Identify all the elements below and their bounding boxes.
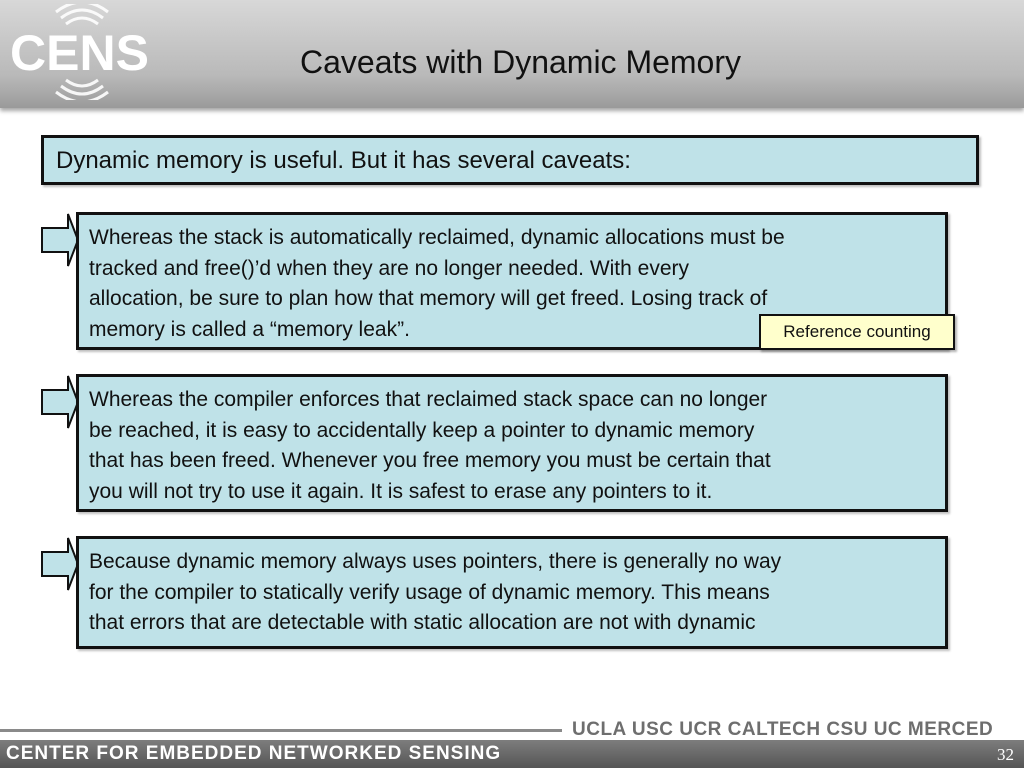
intro-box <box>41 135 979 185</box>
caveat-line: Because dynamic memory always uses pointers, there is generally no way <box>89 550 782 573</box>
slide-header <box>0 0 1024 108</box>
caveat-box-3 <box>76 536 948 649</box>
arrow-icon <box>40 536 80 592</box>
arrow-icon <box>40 212 80 268</box>
caveat-line: allocation, be sure to plan how that memory will get freed. Losing track of <box>89 287 768 310</box>
caveat-line: you will not try to use it again. It is safest to erase any pointers to it. <box>89 479 713 503</box>
caveat-line: that has been freed. Whenever you free memory you must be certain that <box>89 449 771 472</box>
slide-number: 32 <box>997 745 1014 764</box>
caveat-line: be reached, it is easy to accidentally keep a pointer to dynamic memory <box>89 418 755 442</box>
arrow-icon <box>40 374 80 430</box>
svg-text:CENS: CENS <box>10 25 149 81</box>
caveat-line: that errors that are detectable with static allocation are not with dynamic <box>89 611 756 634</box>
slide-title: Caveats with Dynamic Memory <box>300 44 741 80</box>
university-list: UCLA USC UCR CALTECH CSU UC MERCED <box>572 719 994 740</box>
reference-counting-note: Reference counting <box>759 314 955 350</box>
center-name: CENTER FOR EMBEDDED NETWORKED SENSING <box>6 743 502 764</box>
caveat-box-2 <box>76 374 948 512</box>
caveat-line: tracked and free()’d when they are no longer needed. With every <box>89 256 690 280</box>
caveat-text-3 <box>89 547 939 639</box>
intro-text: Dynamic memory is useful. But it has several caveats: <box>56 147 631 174</box>
caveat-text-2 <box>89 385 939 507</box>
footer-divider <box>0 729 562 732</box>
caveat-line: memory is called a “memory leak”. <box>89 317 410 341</box>
caveat-line: for the compiler to statically verify usage of dynamic memory. This means <box>89 580 770 604</box>
cens-logo <box>8 4 164 100</box>
caveat-line: Whereas the stack is automatically reclaimed, dynamic allocations must be <box>89 226 785 249</box>
caveat-line: Whereas the compiler enforces that reclaimed stack space can no longer <box>89 388 768 411</box>
footer-band <box>0 740 1024 768</box>
